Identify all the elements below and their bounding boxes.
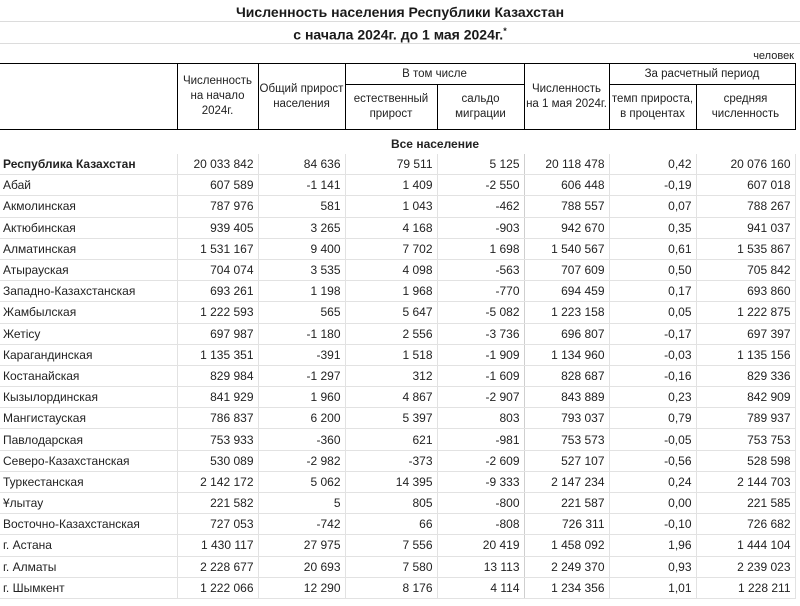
cell-name: г. Астана <box>0 535 177 556</box>
cell-total-growth: 3 265 <box>258 217 345 238</box>
cell-total-growth: 84 636 <box>258 154 345 175</box>
cell-natural: 621 <box>345 429 437 450</box>
cell-rate: 1,01 <box>609 577 696 598</box>
cell-name: Северо-Казахстанская <box>0 450 177 471</box>
cell-natural: 7 580 <box>345 556 437 577</box>
cell-migration: -800 <box>437 493 524 514</box>
cell-start: 697 987 <box>177 323 258 344</box>
cell-name: Ұлытау <box>0 493 177 514</box>
cell-start: 1 222 066 <box>177 577 258 598</box>
cell-start: 2 142 172 <box>177 471 258 492</box>
cell-total-growth: -742 <box>258 514 345 535</box>
cell-migration: -1 609 <box>437 365 524 386</box>
cell-rate: -0,17 <box>609 323 696 344</box>
cell-natural: 1 968 <box>345 281 437 302</box>
table-row <box>0 577 795 598</box>
cell-natural: 5 397 <box>345 408 437 429</box>
cell-name: Абай <box>0 175 177 196</box>
table-row <box>0 344 795 365</box>
cell-natural: 312 <box>345 365 437 386</box>
cell-average: 789 937 <box>696 408 795 429</box>
cell-total-growth: -1 297 <box>258 365 345 386</box>
header-group-period: За расчетный период <box>609 64 795 85</box>
cell-rate: 0,17 <box>609 281 696 302</box>
table-row <box>0 387 795 408</box>
cell-name: Жетісу <box>0 323 177 344</box>
unit-label: человек <box>753 50 794 62</box>
cell-migration: -3 736 <box>437 323 524 344</box>
cell-start: 939 405 <box>177 217 258 238</box>
cell-average: 726 682 <box>696 514 795 535</box>
header-total-growth: Общий прирост населения <box>258 64 345 130</box>
cell-rate: 0,79 <box>609 408 696 429</box>
cell-rate: 0,07 <box>609 196 696 217</box>
cell-average: 829 336 <box>696 365 795 386</box>
cell-may1: 828 687 <box>524 365 609 386</box>
page-title: Численность населения Республики Казахстан <box>235 4 565 20</box>
cell-migration: -9 333 <box>437 471 524 492</box>
table-row <box>0 365 795 386</box>
table-row <box>0 323 795 344</box>
cell-migration: -981 <box>437 429 524 450</box>
cell-may1: 788 557 <box>524 196 609 217</box>
cell-rate: -0,05 <box>609 429 696 450</box>
cell-natural: 4 098 <box>345 259 437 280</box>
table-row <box>0 238 795 259</box>
cell-rate: 0,24 <box>609 471 696 492</box>
header-may1-population: Численность на 1 мая 2024г. <box>524 64 609 130</box>
cell-name: Западно-Казахстанская <box>0 281 177 302</box>
cell-natural: 79 511 <box>345 154 437 175</box>
cell-name: Алматинская <box>0 238 177 259</box>
cell-start: 1 531 167 <box>177 238 258 259</box>
header-group-including: В том числе <box>345 64 524 85</box>
cell-may1: 694 459 <box>524 281 609 302</box>
cell-total-growth: 27 975 <box>258 535 345 556</box>
cell-migration: -903 <box>437 217 524 238</box>
cell-total-growth: -1 141 <box>258 175 345 196</box>
cell-name: Актюбинская <box>0 217 177 238</box>
table-row <box>0 175 795 196</box>
cell-natural: 1 518 <box>345 344 437 365</box>
cell-start: 841 929 <box>177 387 258 408</box>
cell-natural: 1 043 <box>345 196 437 217</box>
cell-start: 1 430 117 <box>177 535 258 556</box>
cell-total-growth: -2 982 <box>258 450 345 471</box>
cell-total-growth: 581 <box>258 196 345 217</box>
cell-migration: -5 082 <box>437 302 524 323</box>
cell-name: Восточно-Казахстанская <box>0 514 177 535</box>
cell-may1: 2 249 370 <box>524 556 609 577</box>
cell-name: Туркестанская <box>0 471 177 492</box>
cell-total-growth: 5 062 <box>258 471 345 492</box>
cell-average: 20 076 160 <box>696 154 795 175</box>
cell-average: 607 018 <box>696 175 795 196</box>
cell-name: Мангистауская <box>0 408 177 429</box>
cell-average: 693 860 <box>696 281 795 302</box>
cell-start: 727 053 <box>177 514 258 535</box>
cell-name: Кызылординская <box>0 387 177 408</box>
cell-start: 693 261 <box>177 281 258 302</box>
table-row-total <box>0 154 795 175</box>
grid-line <box>0 43 800 44</box>
cell-total-growth: 20 693 <box>258 556 345 577</box>
cell-may1: 606 448 <box>524 175 609 196</box>
grid-line <box>0 21 800 22</box>
cell-name: г. Алматы <box>0 556 177 577</box>
cell-may1: 221 587 <box>524 493 609 514</box>
cell-may1: 753 573 <box>524 429 609 450</box>
cell-total-growth: -360 <box>258 429 345 450</box>
cell-natural: 7 556 <box>345 535 437 556</box>
cell-start: 1 135 351 <box>177 344 258 365</box>
cell-rate: 0,50 <box>609 259 696 280</box>
cell-migration: -2 550 <box>437 175 524 196</box>
cell-start: 2 228 677 <box>177 556 258 577</box>
cell-rate: 0,23 <box>609 387 696 408</box>
cell-start: 1 222 593 <box>177 302 258 323</box>
cell-start: 704 074 <box>177 259 258 280</box>
cell-migration: -1 909 <box>437 344 524 365</box>
cell-natural: 2 556 <box>345 323 437 344</box>
table-row <box>0 302 795 323</box>
cell-total-growth: 1 960 <box>258 387 345 408</box>
cell-start: 530 089 <box>177 450 258 471</box>
cell-natural: 4 168 <box>345 217 437 238</box>
cell-migration: -2 907 <box>437 387 524 408</box>
subtitle-text: с начала 2024г. до 1 мая 2024г. <box>293 26 504 43</box>
cell-natural: 8 176 <box>345 577 437 598</box>
cell-name: г. Шымкент <box>0 577 177 598</box>
cell-start: 786 837 <box>177 408 258 429</box>
cell-may1: 726 311 <box>524 514 609 535</box>
cell-total-growth: 1 198 <box>258 281 345 302</box>
cell-total-growth: 9 400 <box>258 238 345 259</box>
cell-natural: 7 702 <box>345 238 437 259</box>
cell-migration: 803 <box>437 408 524 429</box>
cell-name: Карагандинская <box>0 344 177 365</box>
cell-migration: -808 <box>437 514 524 535</box>
table-row <box>0 535 795 556</box>
header-start-population: Численность на начало 2024г. <box>177 64 258 130</box>
cell-start: 829 984 <box>177 365 258 386</box>
cell-average: 753 753 <box>696 429 795 450</box>
cell-rate: 0,61 <box>609 238 696 259</box>
cell-rate: 1,96 <box>609 535 696 556</box>
header-migration-balance: сальдо миграции <box>437 85 524 130</box>
footnote-mark: * <box>503 26 507 36</box>
cell-total-growth: 565 <box>258 302 345 323</box>
cell-may1: 843 889 <box>524 387 609 408</box>
table-row <box>0 217 795 238</box>
cell-migration: 1 698 <box>437 238 524 259</box>
cell-natural: 66 <box>345 514 437 535</box>
cell-natural: 1 409 <box>345 175 437 196</box>
cell-may1: 2 147 234 <box>524 471 609 492</box>
cell-may1: 793 037 <box>524 408 609 429</box>
cell-rate: -0,56 <box>609 450 696 471</box>
cell-rate: -0,19 <box>609 175 696 196</box>
cell-name: Республика Казахстан <box>0 154 177 175</box>
cell-may1: 1 134 960 <box>524 344 609 365</box>
cell-average: 221 585 <box>696 493 795 514</box>
cell-total-growth: 12 290 <box>258 577 345 598</box>
cell-average: 842 909 <box>696 387 795 408</box>
cell-may1: 1 223 158 <box>524 302 609 323</box>
table-row <box>0 259 795 280</box>
cell-migration: -770 <box>437 281 524 302</box>
cell-rate: -0,16 <box>609 365 696 386</box>
cell-average: 788 267 <box>696 196 795 217</box>
cell-natural: 805 <box>345 493 437 514</box>
cell-may1: 1 458 092 <box>524 535 609 556</box>
cell-name: Павлодарская <box>0 429 177 450</box>
header-growth-rate: темп прироста, в процентах <box>609 85 696 130</box>
cell-average: 1 535 867 <box>696 238 795 259</box>
header-blank-cell <box>0 64 177 130</box>
cell-total-growth: 3 535 <box>258 259 345 280</box>
cell-may1: 1 234 356 <box>524 577 609 598</box>
section-label: Все население <box>390 137 480 151</box>
cell-total-growth: -1 180 <box>258 323 345 344</box>
cell-natural: 5 647 <box>345 302 437 323</box>
cell-rate: 0,42 <box>609 154 696 175</box>
table-row <box>0 450 795 471</box>
cell-may1: 1 540 567 <box>524 238 609 259</box>
cell-start: 753 933 <box>177 429 258 450</box>
cell-migration: -563 <box>437 259 524 280</box>
table-row <box>0 281 795 302</box>
table-row <box>0 556 795 577</box>
page-subtitle <box>0 26 800 43</box>
cell-migration: 13 113 <box>437 556 524 577</box>
cell-rate: -0,10 <box>609 514 696 535</box>
cell-rate: -0,03 <box>609 344 696 365</box>
cell-total-growth: -391 <box>258 344 345 365</box>
cell-average: 697 397 <box>696 323 795 344</box>
cell-rate: 0,00 <box>609 493 696 514</box>
cell-average: 1 222 875 <box>696 302 795 323</box>
table-row <box>0 514 795 535</box>
table-header <box>0 63 796 130</box>
cell-average: 1 135 156 <box>696 344 795 365</box>
data-table <box>0 154 796 599</box>
cell-may1: 527 107 <box>524 450 609 471</box>
cell-rate: 0,93 <box>609 556 696 577</box>
cell-natural: 4 867 <box>345 387 437 408</box>
cell-average: 1 228 211 <box>696 577 795 598</box>
cell-name: Костанайская <box>0 365 177 386</box>
cell-may1: 696 807 <box>524 323 609 344</box>
cell-average: 2 144 703 <box>696 471 795 492</box>
cell-may1: 707 609 <box>524 259 609 280</box>
cell-name: Акмолинская <box>0 196 177 217</box>
cell-average: 2 239 023 <box>696 556 795 577</box>
table-row <box>0 493 795 514</box>
cell-migration: 5 125 <box>437 154 524 175</box>
table-row <box>0 196 795 217</box>
cell-migration: -462 <box>437 196 524 217</box>
cell-start: 20 033 842 <box>177 154 258 175</box>
cell-start: 787 976 <box>177 196 258 217</box>
cell-natural: -373 <box>345 450 437 471</box>
cell-start: 607 589 <box>177 175 258 196</box>
cell-natural: 14 395 <box>345 471 437 492</box>
header-natural-growth: естественный прирост <box>345 85 437 130</box>
table-row <box>0 471 795 492</box>
cell-migration: 4 114 <box>437 577 524 598</box>
cell-rate: 0,05 <box>609 302 696 323</box>
cell-may1: 20 118 478 <box>524 154 609 175</box>
cell-average: 941 037 <box>696 217 795 238</box>
cell-average: 705 842 <box>696 259 795 280</box>
cell-average: 528 598 <box>696 450 795 471</box>
cell-average: 1 444 104 <box>696 535 795 556</box>
cell-total-growth: 6 200 <box>258 408 345 429</box>
table-row <box>0 408 795 429</box>
cell-migration: -2 609 <box>437 450 524 471</box>
cell-total-growth: 5 <box>258 493 345 514</box>
cell-rate: 0,35 <box>609 217 696 238</box>
cell-may1: 942 670 <box>524 217 609 238</box>
header-average-population: средняя численность <box>696 85 795 130</box>
cell-name: Жамбылская <box>0 302 177 323</box>
table-row <box>0 429 795 450</box>
cell-start: 221 582 <box>177 493 258 514</box>
cell-name: Атырауская <box>0 259 177 280</box>
cell-migration: 20 419 <box>437 535 524 556</box>
